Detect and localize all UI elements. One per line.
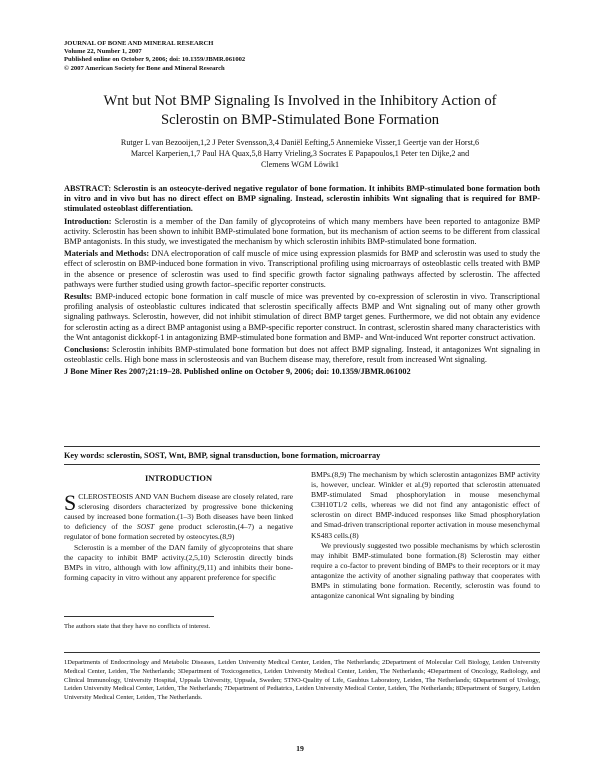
- intro-p1-a: CLEROSTEOSIS AND VAN Buchem disease are closely related, rare sclerosing disorders characterized by progressive bone thickening caused by increased bone formation.(1–3) Both diseases have been linked to deficiency of the: [64, 492, 293, 532]
- footnote-rule: [64, 616, 214, 617]
- author-list: [70, 137, 530, 170]
- introduction-heading: INTRODUCTION: [144, 474, 212, 483]
- right-paragraph-1: BMPs.(8,9) The mechanism by which sclerostin antagonizes BMP activity is, however, unclear. Winkler et al.(9) reported that sclerostin attenuated BMP-stimulated Smad phosphorylation in mouse mesenchymal C3H10T1/2 cells, whereas we did not find any antagonistic effect of sclerostin on direct BMP-induced responses like Smad phosphorylation and Smad-driven transcriptional reporter activation in mouse mesenchymal KS483 cells.(8): [311, 470, 540, 540]
- journal-volume: Volume 22, Number 1, 2007: [64, 48, 142, 56]
- journal-header: [64, 40, 245, 73]
- title-line-1: Wnt but Not BMP Signaling Is Involved in the Inhibitory Action of: [103, 93, 497, 109]
- journal-copyright: © 2007 American Society for Bone and Mineral Research: [64, 64, 225, 72]
- authors-line-3: Clemens WGM Löwik1: [260, 160, 340, 169]
- journal-published: Published online on October 9, 2006; doi: 10.1359/JBMR.061002: [64, 56, 246, 64]
- intro-p1-b: gene product sclerostin,(4–7) a negative regulator of bone formation secreted by osteocytes.(8,9): [64, 522, 293, 542]
- rule-above-keywords: [64, 446, 540, 447]
- journal-name: JOURNAL OF BONE AND MINERAL RESEARCH: [64, 40, 214, 47]
- page-number: 19: [296, 744, 304, 753]
- citation-line: J Bone Miner Res 2007;21:19–28. Published online on October 9, 2006; doi: 10.1359/JBMR.061002: [64, 367, 411, 377]
- intro-paragraph-2: Sclerostin is a member of the DAN family of glycoproteins that share the capacity to inhibit BMP activity.(2,5,10) Sclerostin directly binds BMPs in vitro, although with low affinity,(9,11) and inhibits their bone-forming capacity in vitro without any apparent preference for specific: [64, 542, 293, 582]
- intro-paragraph-1: [64, 492, 293, 542]
- abstract: [64, 184, 540, 380]
- drop-cap: S: [64, 490, 77, 516]
- right-paragraph-2: We previously suggested two possible mechanisms by which sclerostin may inhibit BMP-stimulated bone formation.(8) Sclerostin may either require a co-factor to prevent binding of BMPs to their receptors or it may antagonize the activity of another signaling pathway that cooperates with BMPs in stimulating bone formation. Recently, sclerostin was found to antagonize canonical Wnt signaling by binding: [311, 540, 540, 601]
- abstract-lead: ABSTRACT: Sclerostin is an osteocyte-derived negative regulator of bone formation. It inhibits BMP-stimulated bone formation both in vitro and in vivo but has no direct effect on BMP signaling. Instead, sclerostin inhibits Wnt signaling that is required for BMP-stimulated osteoblast differentiation.: [64, 184, 540, 214]
- keywords: Key words: sclerostin, SOST, Wnt, BMP, signal transduction, bone formation, microarray: [64, 451, 381, 460]
- abstract-introduction: [64, 217, 540, 248]
- abstract-results: [64, 292, 540, 343]
- methods-label: Materials and Methods:: [64, 249, 150, 259]
- left-column: [64, 474, 293, 583]
- rule-below-keywords: [64, 464, 540, 465]
- affiliations: 1Departments of Endocrinology and Metabolic Diseases, Leiden University Medical Center, Leiden, The Netherlands; 2Department of Molecular Cell Biology, Leiden University Medical Center, Leiden, The Netherlands; 3Department of Toxicogenetics, Leiden University Medical Center, Leiden, The Netherlands; 4Department of Oncology, Radiology, and Clinical Immunology, University Hospital, Uppsala University, Uppsala, Sweden; 5TNO-Quality of Life, Gaubius Laboratory, Leiden, The Netherlands; 6Department of Urology, Leiden University Medical Center, Leiden, The Netherlands; 7Department of Pediatrics, Leiden University Medical Center, Leiden, The Netherlands; 8Department of Surgery, Leiden University Medical Center, Leiden, The Netherlands.: [64, 659, 540, 702]
- title-line-2: Sclerostin on BMP-Stimulated Bone Formation: [160, 112, 440, 128]
- right-column: [311, 470, 540, 601]
- results-label: Results:: [64, 292, 93, 302]
- conclusions-label: Conclusions:: [64, 345, 110, 355]
- authors-line-1: Rutger L van Bezooijen,1,2 J Peter Svensson,3,4 Daniël Eefting,5 Annemieke Visser,1 Geertje van der Horst,6: [120, 138, 480, 147]
- conflict-note: The authors state that they have no conflicts of interest.: [64, 623, 211, 630]
- intro-label: Introduction:: [64, 216, 112, 226]
- sost-gene: SOST: [136, 522, 155, 532]
- results-text: BMP-induced ectopic bone formation in calf muscle of mice was prevented by co-expression of sclerostin in vivo. Transcriptional profiling analysis of osteoblastic cultures indicated that sclerostin specifically affects BMP and Wnt signaling out of many other growth signaling pathways. Sclerostin, however, did not inhibit stimulation of direct BMP target genes. Furthermore, we did not obtain any evidence for sclerostin acting as a direct BMP antagonist using a BMP-specific reporter construct. In contrast, sclerostin shared many characteristics with the Wnt antagonist dickkopf-1 in antagonizing BMP-stimulated bone formation and BMP- and Wnt-induced Wnt reporter construct activation.: [64, 292, 540, 342]
- paper-title: [60, 92, 540, 130]
- abstract-conclusions: [64, 345, 540, 365]
- methods-text: DNA electroporation of calf muscle of mice using expression plasmids for BMP and sclerostin was used to study the effect of sclerostin on BMP-induced bone formation in vivo. Transcriptional profiling using microarrays of osteoblastic cells treated with BMP in the absence or presence of sclerostin was used to find specific growth factor signaling pathways affected by sclerostin. The affected pathways were further studied using growth factor–specific reporter constructs.: [64, 249, 540, 289]
- rule-above-affiliations: [64, 652, 540, 653]
- intro-text: Sclerostin is a member of the Dan family of glycoproteins of which many members have been reported to antagonize BMP activity. Sclerostin has been shown to inhibit BMP-stimulated bone formation, but its mechanism of action seems to be different from classical BMP antagonists. In this study, we investigated the mechanism by which sclerostin inhibits BMP-stimulated bone formation.: [64, 216, 540, 247]
- abstract-methods: [64, 249, 540, 290]
- authors-line-2: Marcel Karperien,1,7 Paul HA Quax,5,8 Harry Vrieling,3 Socrates E Papapoulos,1 Peter ten Dijke,2 and: [130, 149, 470, 158]
- conclusions-text: Sclerostin inhibits BMP-stimulated bone formation but does not affect BMP signaling. Instead, it antagonizes Wnt signaling in osteoblastic cells. High bone mass in sclerosteosis and van Buchem disease may, therefore, result from increased Wnt signaling.: [64, 345, 540, 365]
